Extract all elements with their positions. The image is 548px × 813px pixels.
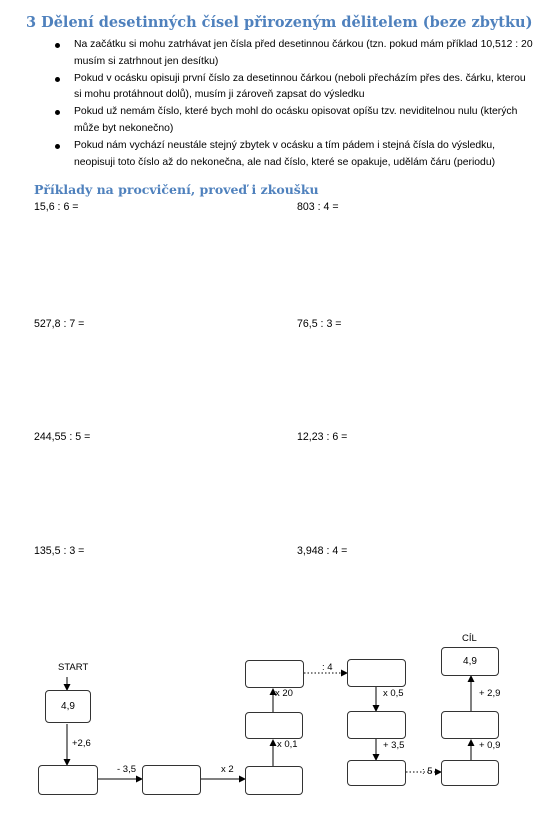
op-mul-0-5: x 0,5 [383, 688, 404, 699]
start-value-box: 4,9 [45, 690, 91, 723]
exercise-8: 3,948 : 4 = [297, 545, 348, 557]
op-div-4: : 4 [322, 662, 333, 673]
answer-box[interactable] [142, 765, 201, 795]
exercise-7: 135,5 : 3 = [34, 545, 85, 557]
exercise-6: 12,23 : 6 = [297, 431, 348, 443]
answer-box[interactable] [347, 711, 406, 739]
op-add-2-6: +2,6 [72, 738, 91, 749]
answer-box[interactable] [245, 660, 304, 688]
op-sub-3-5: - 3,5 [117, 764, 137, 775]
answer-box[interactable] [245, 712, 303, 739]
answer-box[interactable] [347, 760, 406, 786]
op-div-5: : 5 [422, 766, 433, 777]
answer-box[interactable] [38, 765, 98, 795]
rule-item: Pokud v ocásku opisuji první číslo za desetinnou čárkou (neboli přecházím přes des. čárku, kterou si mohu protáhnout dolů), musím ji zároveň zapsat do výsledku [48, 71, 533, 105]
finish-label: CÍL [462, 633, 477, 644]
op-mul-0-1: x 0,1 [277, 739, 298, 750]
exercise-1: 15,6 : 6 = [34, 201, 79, 213]
op-mul-2: x 2 [221, 764, 234, 775]
op-add-0-9: + 0,9 [479, 740, 501, 751]
answer-box[interactable] [441, 711, 499, 739]
exercise-2: 803 : 4 = [297, 201, 339, 213]
op-add-2-9: + 2,9 [479, 688, 501, 699]
op-mul-20: x 20 [275, 688, 293, 699]
page-title: 3 Dělení desetinných čísel přirozeným dělitelem (beze zbytku) [26, 14, 533, 31]
exercise-4: 76,5 : 3 = [297, 318, 342, 330]
rule-item: Pokud nám vychází neustále stejný zbytek v ocásku a tím pádem i stejná čísla do výsledku, neopisuji toto číslo až do nekonečna, ale nad číslo, které se opakuje, udělám čáru (periodu) [48, 138, 533, 172]
op-add-3-5: + 3,5 [383, 740, 405, 751]
start-label: START [58, 662, 89, 673]
answer-box[interactable] [245, 766, 303, 795]
exercise-5: 244,55 : 5 = [34, 431, 91, 443]
rule-item: Na začátku si mohu zatrhávat jen čísla před desetinnou čárkou (tzn. pokud mám příklad 10,512 : 20 musím si zatrhnout jen desítku) [48, 37, 533, 71]
finish-value-box: 4,9 [441, 647, 499, 676]
exercise-3: 527,8 : 7 = [34, 318, 85, 330]
answer-box[interactable] [347, 659, 406, 687]
answer-box[interactable] [441, 760, 499, 786]
practice-heading: Příklady na procvičení, proveď i zkoušku [34, 182, 319, 197]
rule-item: Pokud už nemám číslo, které bych mohl do ocásku opisovat opíšu tzv. neviditelnou nulu (kterých může byt nekonečno) [48, 104, 533, 138]
